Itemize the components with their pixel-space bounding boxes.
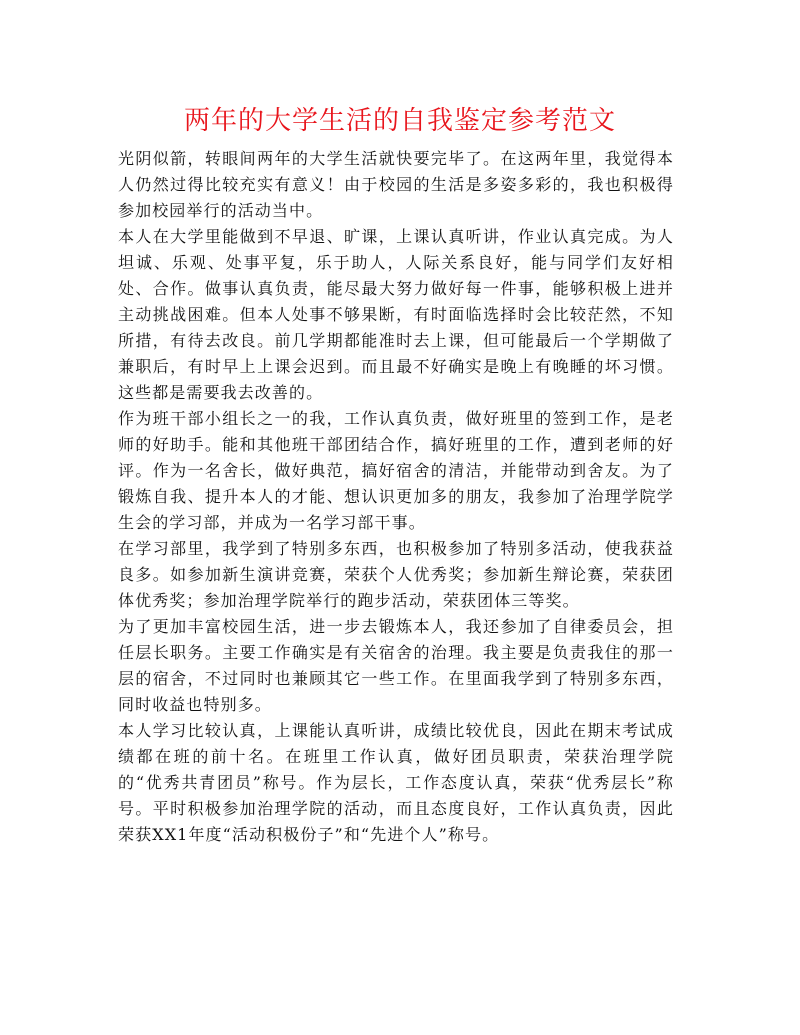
paragraph-5: 为了更加丰富校园生活，进一步去锻炼本人，我还参加了自律委员会，担任层长职务。主要工作确实是有关宿舍的治理。我主要是负责我住的那一层的宿舍，不过同时也兼顾其它一些工作。在里面我学到了特别多东西，同时收益也特别多。 [118,617,674,714]
paragraph-3: 作为班干部小组长之一的我，工作认真负责，做好班里的签到工作，是老师的好助手。能和其他班干部团结合作，搞好班里的工作，遭到老师的好评。作为一名舍长，做好典范，搞好宿舍的清洁，并能带动到舍友。为了锻炼自我、提升本人的才能、想认识更加多的朋友，我参加了治理学院学生会的学习部，并成为一名学习部干事。 [118,409,674,532]
document-title: 两年的大学生活的自我鉴定参考范文 [183,106,616,136]
paragraph-6: 本人学习比较认真，上课能认真听讲，成绩比较优良，因此在期末考试成绩都在班的前十名。在班里工作认真，做好团员职责，荣获治理学院的“优秀共青团员”称号。作为层长，工作态度认真，荣获“优秀层长”称号。平时积极参加治理学院的活动，而且态度良好，工作认真负责，因此荣获XX1年度“活动积极份子”和“先进个人”称号。 [118,721,674,844]
paragraph-4: 在学习部里，我学到了特别多东西，也积极参加了特别多活动，使我获益良多。如参加新生演讲竞赛，荣获个人优秀奖；参加新生辩论赛，荣获团体优秀奖；参加治理学院举行的跑步活动，荣获团体三等奖。 [118,539,674,610]
paragraph-1: 光阴似箭，转眼间两年的大学生活就快要完毕了。在这两年里，我觉得本人仍然过得比较充实有意义！由于校园的生活是多姿多彩的，我也积极得参加校园举行的活动当中。 [118,149,674,220]
paragraph-2: 本人在大学里能做到不早退、旷课，上课认真听讲，作业认真完成。为人坦诚、乐观、处事平复，乐于助人，人际关系良好，能与同学们友好相处、合作。做事认真负责，能尽最大努力做好每一件事，能够积极上进并主动挑战困难。但本人处事不够果断，有时面临选择时会比较茫然，不知所措，有待去改良。前几学期都能准时去上课，但可能最后一个学期做了兼职后，有时早上上课会迟到。而且最不好确实是晚上有晚睡的坏习惯。这些都是需要我去改善的。 [118,227,674,402]
document-body [118,146,674,848]
